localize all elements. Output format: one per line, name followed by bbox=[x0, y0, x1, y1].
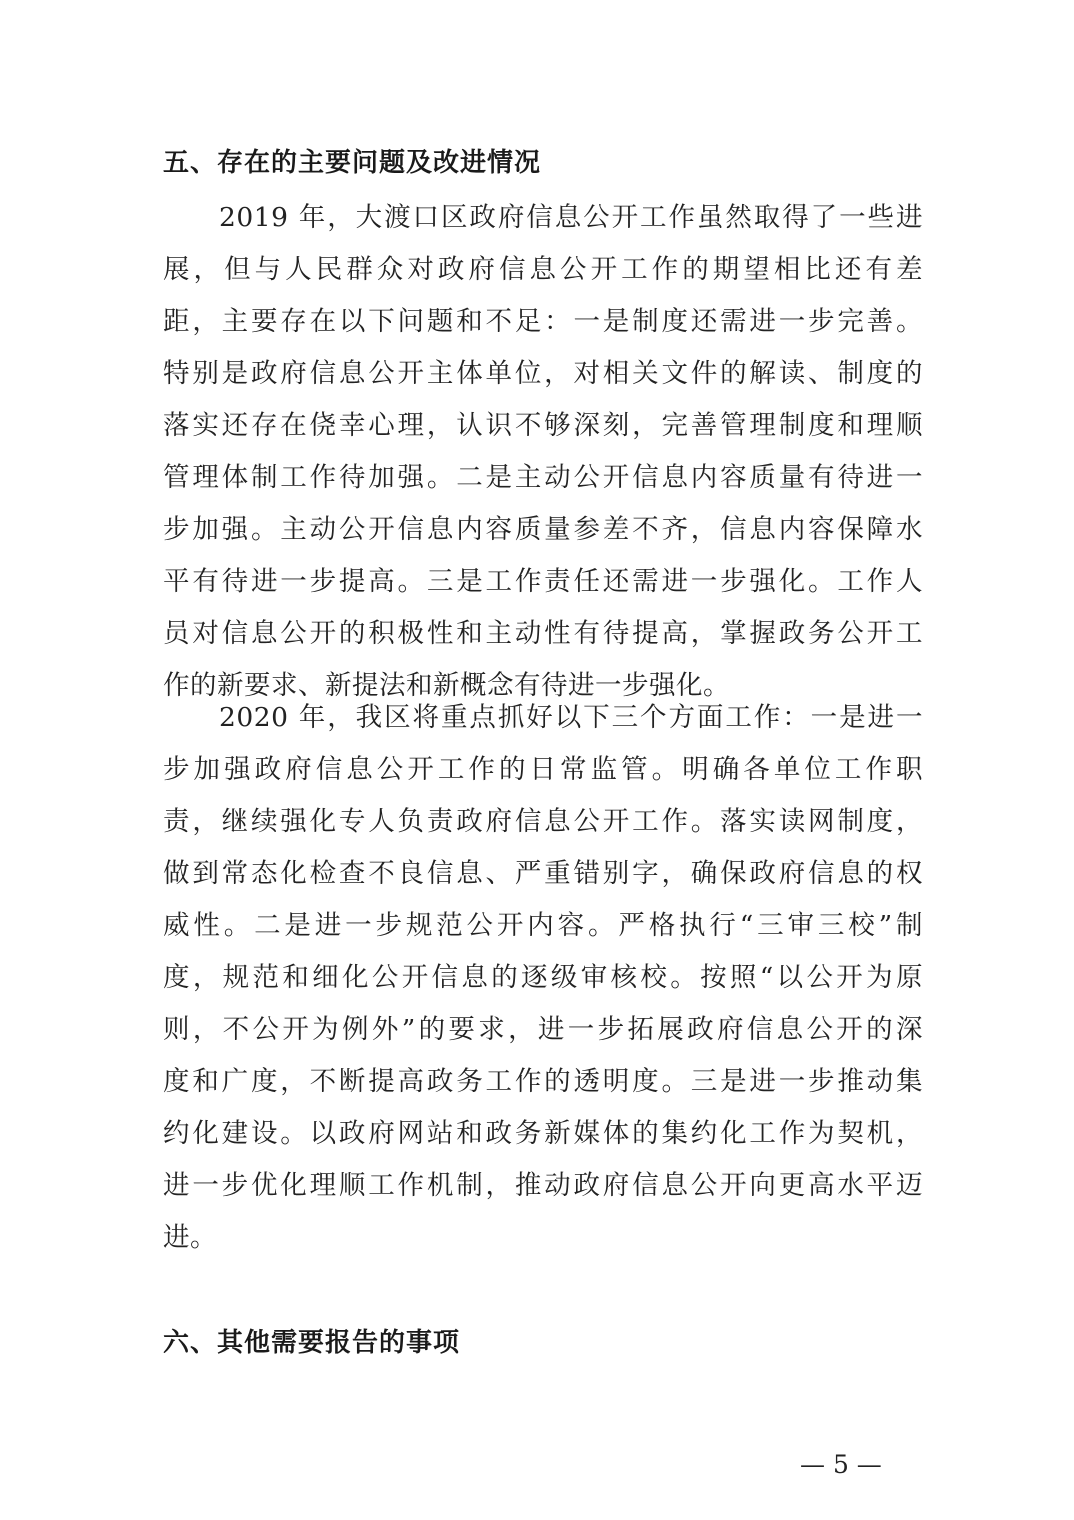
paragraph-line: 则，不公开为例外”的要求，进一步拓展政府信息公开的深 bbox=[163, 1014, 923, 1045]
paragraph-line: 特别是政府信息公开主体单位，对相关文件的解读、制度的 bbox=[163, 358, 923, 389]
paragraph-line: 进。 bbox=[163, 1222, 217, 1253]
paragraph-line: 平有待进一步提高。三是工作责任还需进一步强化。工作人 bbox=[163, 566, 923, 597]
paragraph-line: 展，但与人民群众对政府信息公开工作的期望相比还有差 bbox=[163, 254, 923, 285]
paragraph-line: 员对信息公开的积极性和主动性有待提高，掌握政务公开工 bbox=[163, 618, 923, 649]
section-heading-5: 五、存在的主要问题及改进情况 bbox=[163, 148, 542, 178]
paragraph-line: 责，继续强化专人负责政府信息公开工作。落实读网制度， bbox=[163, 806, 923, 837]
section-heading-6: 六、其他需要报告的事项 bbox=[163, 1328, 461, 1358]
paragraph-line: 约化建设。以政府网站和政务新媒体的集约化工作为契机， bbox=[163, 1118, 923, 1149]
paragraph-line: 距，主要存在以下问题和不足：一是制度还需进一步完善。 bbox=[163, 306, 923, 337]
paragraph-line: 度和广度，不断提高政务工作的透明度。三是进一步推动集 bbox=[163, 1066, 923, 1097]
paragraph-plans bbox=[163, 692, 923, 1264]
paragraph-line: 进一步优化理顺工作机制，推动政府信息公开向更高水平迈 bbox=[163, 1170, 923, 1201]
page-number: — 5 — bbox=[800, 1450, 882, 1479]
paragraph-line: 威性。二是进一步规范公开内容。严格执行“三审三校”制 bbox=[163, 910, 923, 941]
paragraph-line: 落实还存在侥幸心理，认识不够深刻，完善管理制度和理顺 bbox=[163, 410, 923, 441]
paragraph-line: 步加强。主动公开信息内容质量参差不齐，信息内容保障水 bbox=[163, 514, 923, 545]
paragraph-line: 2019 年，大渡口区政府信息公开工作虽然取得了一些进 bbox=[219, 202, 923, 233]
paragraph-problems bbox=[163, 192, 923, 712]
paragraph-line: 作的新要求、新提法和新概念有待进一步强化。 bbox=[163, 670, 730, 701]
paragraph-line: 做到常态化检查不良信息、严重错别字，确保政府信息的权 bbox=[163, 858, 923, 889]
paragraph-line: 2020 年，我区将重点抓好以下三个方面工作：一是进一 bbox=[219, 702, 923, 733]
paragraph-line: 管理体制工作待加强。二是主动公开信息内容质量有待进一 bbox=[163, 462, 923, 493]
paragraph-line: 步加强政府信息公开工作的日常监管。明确各单位工作职 bbox=[163, 754, 923, 785]
paragraph-line: 度，规范和细化公开信息的逐级审核校。按照“以公开为原 bbox=[163, 962, 923, 993]
